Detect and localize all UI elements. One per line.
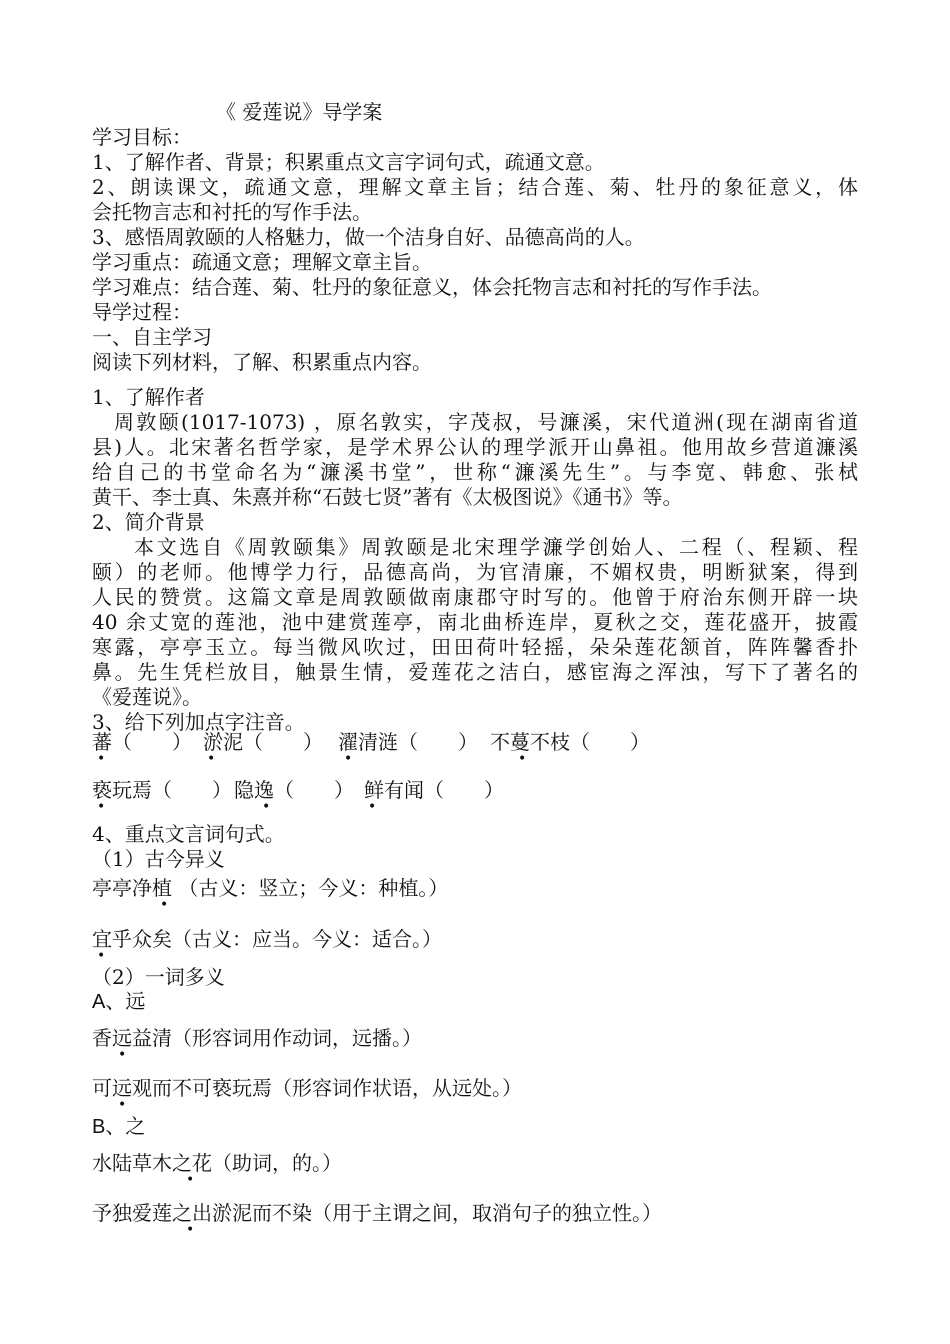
emphasis-dot: • xyxy=(186,1222,195,1238)
section4-header: 4、重点文言词句式。 xyxy=(92,822,285,846)
emphasis-dot: • xyxy=(97,751,106,767)
pinyin-item: 亵玩焉（ ） xyxy=(92,778,232,802)
goal-2-line-2: 会托物言志和衬托的写作手法。 xyxy=(92,200,372,224)
section4-a-header: （1）古今异义 xyxy=(92,847,225,871)
polysemy-a-label: A、远 xyxy=(92,991,146,1013)
section1-line-2: 县)人。北宋著名哲学家，是学术界公认的理学派开山鼻祖。他用故乡营道濂溪 xyxy=(92,435,858,459)
emphasis-dot: • xyxy=(344,751,353,767)
part1-header: 一、自主学习 xyxy=(92,325,212,349)
emphasis-dot: • xyxy=(186,1172,195,1188)
emphasis-dot: • xyxy=(97,948,106,964)
key-point: 学习重点：疏通文意；理解文章主旨。 xyxy=(92,250,432,274)
polysemy-item: 香远益清（形容词用作动词，远播。） xyxy=(92,1026,422,1050)
pinyin-item: 淤泥（ ） xyxy=(203,730,323,754)
section2-header: 2、简介背景 xyxy=(92,510,205,534)
polysemy-item: 予独爱莲之出淤泥而不染（用于主谓之间，取消句子的独立性。） xyxy=(92,1201,662,1225)
polysemy-item: 水陆草木之花（助词，的。） xyxy=(92,1151,342,1175)
section1-line-1: 周敦颐(1017-1073) ，原名敦实，字茂叔，号濂溪，宋代道洲(现在湖南省道 xyxy=(114,410,858,434)
section4-b-header: （2）一词多义 xyxy=(92,965,225,989)
section2-line-2: 颐）的老师。他博学力行，品德高尚，为官清廉，不媚权贵，明断狱案，得到 xyxy=(92,560,858,584)
emphasis-dot: • xyxy=(97,799,106,815)
polysemy-item: 可远观而不可亵玩焉（形容词作状语，从远处。） xyxy=(92,1076,522,1100)
pinyin-item: 蕃（ ） xyxy=(92,730,192,754)
section2-line-6: 鼻。先生凭栏放目，触景生情，爱莲花之洁白，感宦海之浑浊，写下了著名的 xyxy=(92,660,858,684)
section1-header: 1、了解作者 xyxy=(92,385,205,409)
emphasis-dot: • xyxy=(207,751,216,767)
process-header: 导学过程： xyxy=(92,300,192,324)
emphasis-dot: • xyxy=(518,751,527,767)
section2-line-4: 40 余丈宽的莲池，池中建赏莲亭，南北曲桥连岸，夏秋之交，莲花盛开，披霞 xyxy=(92,610,858,634)
section1-line-3: 给自己的书堂命名为“濂溪书堂”，世称“濂溪先生”。与李宽、韩愈、张栻 xyxy=(92,460,858,484)
emphasis-dot: • xyxy=(160,897,169,913)
pinyin-item: 鲜有闻（ ） xyxy=(364,778,504,802)
goal-1: 1、了解作者、背景；积累重点文言字词句式，疏通文意。 xyxy=(92,150,605,174)
document-title: 《 爱莲说》导学案 xyxy=(216,100,383,124)
section3-header: 3、给下列加点字注音。 xyxy=(92,710,305,734)
ancient-modern-item: 宜乎众矣（古义：应当。今义：适合。） xyxy=(92,927,442,951)
ancient-modern-item: 亭亭净植 （古义：竖立；今义：种植。） xyxy=(92,876,449,900)
emphasis-dot: • xyxy=(118,1047,127,1063)
goals-header: 学习目标： xyxy=(92,125,192,149)
emphasis-dot: • xyxy=(368,799,377,815)
section2-line-1: 本文选自《周敦颐集》周敦颐是北宋理学濂学创始人、二程（、程颖、程 xyxy=(134,535,858,559)
pinyin-item: 濯清涟（ ） xyxy=(338,730,478,754)
goal-2-line-1: 2、朗读课文，疏通文意，理解文章主旨；结合莲、菊、牡丹的象征意义，体 xyxy=(92,175,858,199)
difficulty: 学习难点：结合莲、菊、牡丹的象征意义，体会托物言志和衬托的写作手法。 xyxy=(92,275,772,299)
section1-line-4: 黄干、李士真、朱熹并称“石鼓七贤”著有《太极图说》《通书》等。 xyxy=(92,485,683,509)
polysemy-b-label: B、之 xyxy=(92,1116,146,1138)
pinyin-item: 隐逸（ ） xyxy=(234,778,354,802)
section2-line-5: 寒露，亭亭玉立。每当微风吹过，田田荷叶轻摇，朵朵莲花颔首，阵阵馨香扑 xyxy=(92,635,858,659)
part1-intro: 阅读下列材料，了解、积累重点内容。 xyxy=(92,350,432,374)
emphasis-dot: • xyxy=(262,799,271,815)
section2-line-3: 人民的赞赏。这篇文章是周敦颐做南康郡守时写的。他曾于府治东侧开辟一块 xyxy=(92,585,858,609)
section2-line-7: 《爱莲说》。 xyxy=(92,685,202,709)
emphasis-dot: • xyxy=(118,1097,127,1113)
pinyin-item: 不蔓不枝（ ） xyxy=(490,730,650,754)
goal-3: 3、感悟周敦颐的人格魅力，做一个洁身自好、品德高尚的人。 xyxy=(92,225,645,249)
